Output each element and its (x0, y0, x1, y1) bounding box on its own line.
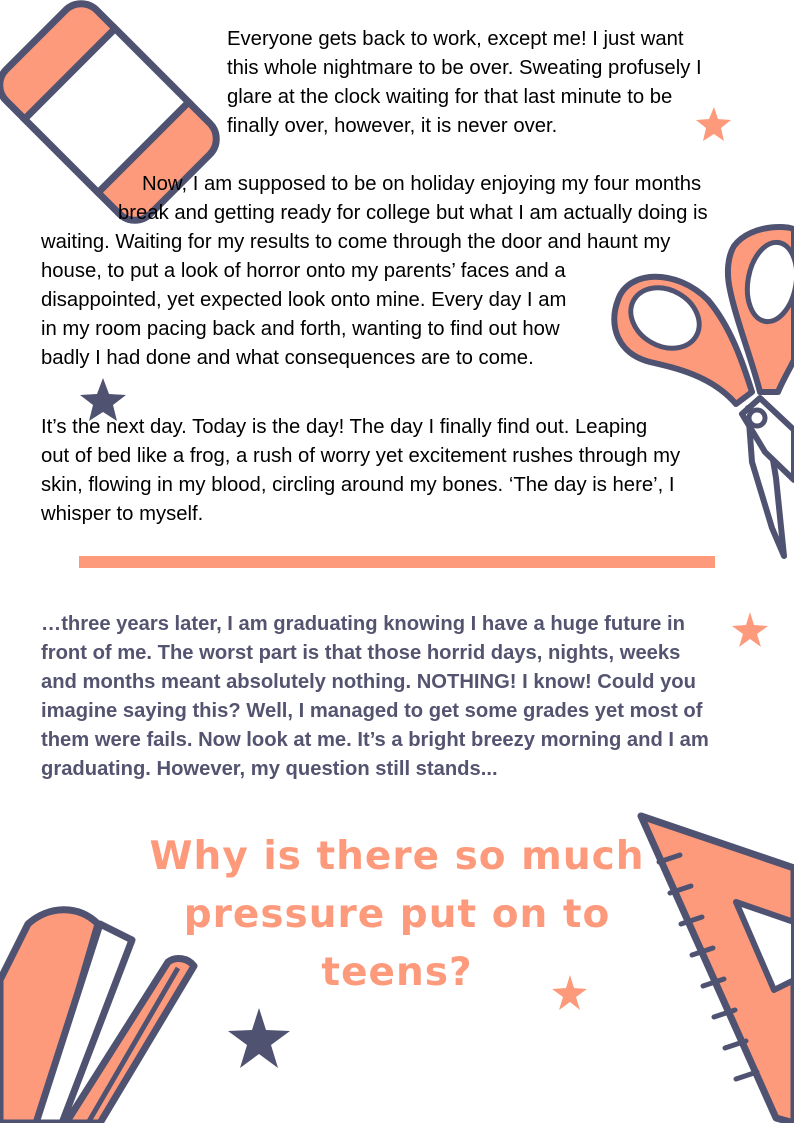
star-icon (228, 1008, 290, 1068)
paragraph-4 (41, 610, 709, 784)
paragraph-line: this whole nightmare to be over. Sweating profusely I (227, 57, 702, 79)
paragraph-line: …three years later, I am graduating knowing I have a huge future in (41, 613, 685, 635)
paragraph-line: It’s the next day. Today is the day! The day I finally find out. Leaping (41, 416, 648, 438)
paragraph-line: and months meant absolutely nothing. NOTHING! I know! Could you (41, 671, 696, 693)
headline-line: pressure put on to (183, 892, 611, 937)
paragraph-line: in my room pacing back and forth, wanting to find out how (41, 318, 560, 340)
section-divider (79, 556, 715, 568)
headline-line: Why is there so much (149, 834, 645, 879)
paragraph-line: Everyone gets back to work, except me! I just want (227, 28, 684, 50)
paragraph-line: break and getting ready for college but what I am actually doing is (118, 202, 708, 224)
star-icon (732, 612, 768, 647)
paragraph-line: badly I had done and what consequences are to come. (41, 347, 534, 369)
paragraph-line: house, to put a look of horror onto my parents’ faces and a (41, 260, 566, 282)
paragraph-line: front of me. The worst part is that those horrid days, nights, weeks (41, 642, 681, 664)
paragraph-line: skin, flowing in my blood, circling around my bones. ‘The day is here’, I (41, 474, 675, 496)
paragraph-1 (227, 25, 702, 141)
paragraph-line: out of bed like a frog, a rush of worry yet excitement rushes through my (41, 445, 681, 467)
paragraph-line: imagine saying this? Well, I managed to get some grades yet most of (41, 700, 703, 722)
paragraph-line: graduating. However, my question still stands... (41, 758, 498, 780)
paragraph-line: whisper to myself. (41, 503, 204, 525)
headline-line: teens? (321, 950, 473, 995)
paragraph-2 (41, 170, 708, 373)
paragraph-line: waiting. Waiting for my results to come through the door and haunt my (41, 231, 671, 253)
paragraph-line: disappointed, yet expected look onto mine. Every day I am (41, 289, 567, 311)
paragraph-line: finally over, however, it is never over. (227, 115, 558, 137)
paragraph-line: glare at the clock waiting for that last minute to be (227, 86, 673, 108)
headline-question (130, 828, 664, 1002)
paragraph-line: them were fails. Now look at me. It’s a bright breezy morning and I am (41, 729, 709, 751)
paragraph-3 (41, 413, 680, 529)
paragraph-line: Now, I am supposed to be on holiday enjoying my four months (142, 173, 702, 195)
